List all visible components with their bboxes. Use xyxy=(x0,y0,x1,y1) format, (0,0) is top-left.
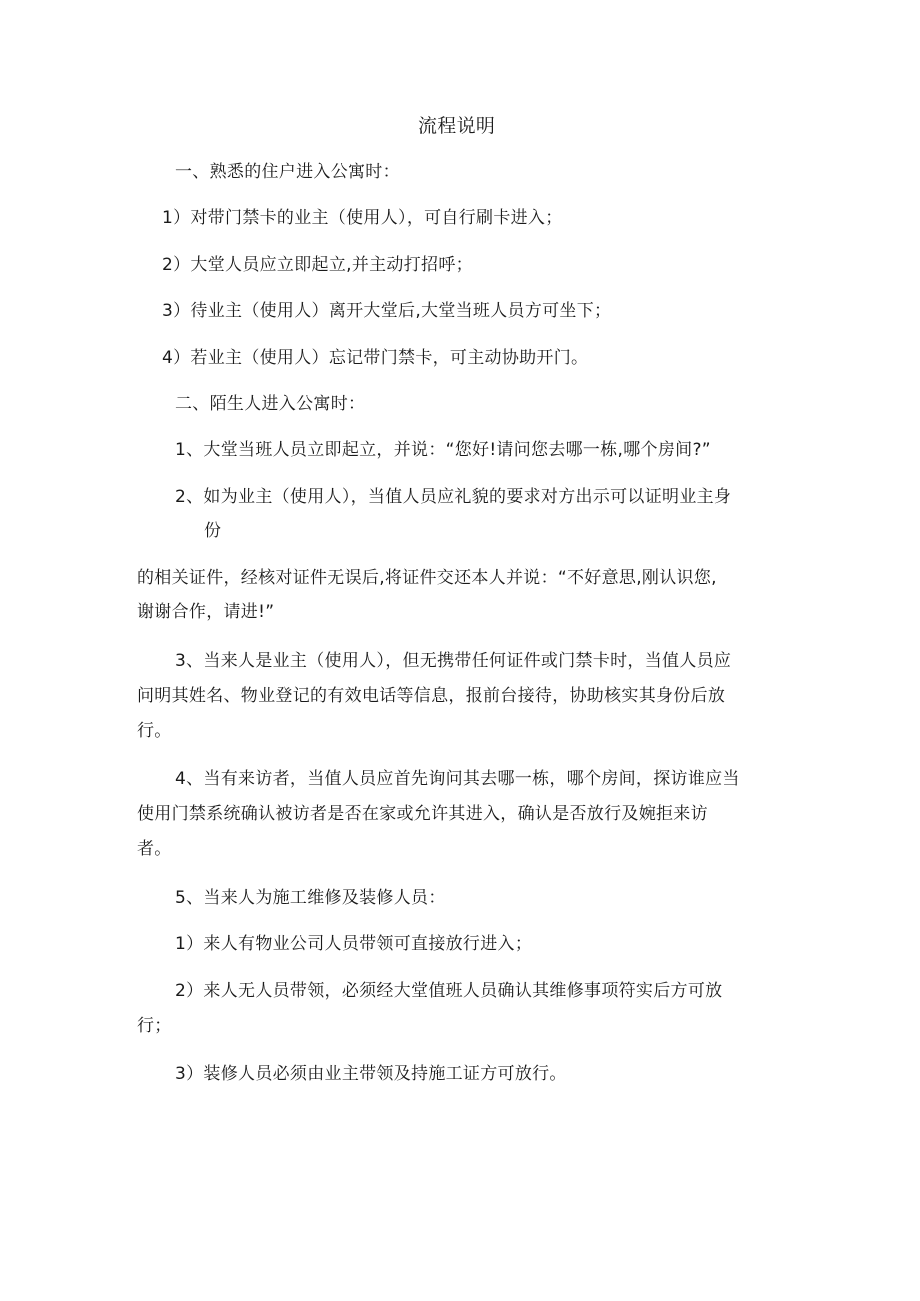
section2-item-3-line-2: 问明其姓名、物业登记的有效电话等信息，报前台接待，协助核实其身份后放 xyxy=(137,686,726,706)
section2-item-4-line-3: 者。 xyxy=(137,839,172,859)
section2-item-2-line-3: 的相关证件，经核对证件无误后,将证件交还本人并说：“不好意思,刚认识您, xyxy=(137,568,717,588)
section2-item-2-line-1: 2、如为业主（使用人），当值人员应礼貌的要求对方出示可以证明业主身 xyxy=(175,487,732,507)
section1-item-2: 2）大堂人员应立即起立,并主动打招呼； xyxy=(162,255,473,275)
section2-item-4-line-2: 使用门禁系统确认被访者是否在家或允许其进入，确认是否放行及婉拒来访 xyxy=(137,804,708,824)
section1-item-1: 1）对带门禁卡的业主（使用人），可自行刷卡进入； xyxy=(162,208,563,228)
section2-item-5-heading: 5、当来人为施工维修及装修人员： xyxy=(175,888,446,908)
section2-item-2-line-2: 份 xyxy=(204,521,222,541)
section2-heading: 二、陌生人进入公寓时： xyxy=(175,394,366,414)
section2-item-3-line-3: 行。 xyxy=(137,721,172,741)
section1-item-3: 3）待业主（使用人）离开大堂后,大堂当班人员方可坐下； xyxy=(162,301,612,321)
section2-item-2-line-4: 谢谢合作，请进!” xyxy=(137,602,275,622)
section2-item-5-sub-3: 3）装修人员必须由业主带领及持施工证方可放行。 xyxy=(175,1064,567,1084)
section1-heading: 一、熟悉的住户进入公寓时： xyxy=(175,162,400,182)
section2-item-5-sub-1: 1）来人有物业公司人员带领可直接放行进入； xyxy=(175,934,533,954)
page-title: 流程说明 xyxy=(418,115,496,137)
section2-item-5-sub-2-line-2: 行； xyxy=(137,1016,172,1036)
section2-item-1: 1、大堂当班人员立即起立，并说：“您好!请问您去哪一栋,哪个房间?” xyxy=(175,440,711,460)
section2-item-4-line-1: 4、当有来访者，当值人员应首先询问其去哪一栋，哪个房间，探访谁应当 xyxy=(175,769,740,789)
section2-item-5-sub-2-line-1: 2）来人无人员带领，必须经大堂值班人员确认其维修事项符实后方可放 xyxy=(175,981,723,1001)
section2-item-3-line-1: 3、当来人是业主（使用人），但无携带任何证件或门禁卡时，当值人员应 xyxy=(175,651,732,671)
section1-item-4: 4）若业主（使用人）忘记带门禁卡，可主动协助开门。 xyxy=(162,348,589,368)
